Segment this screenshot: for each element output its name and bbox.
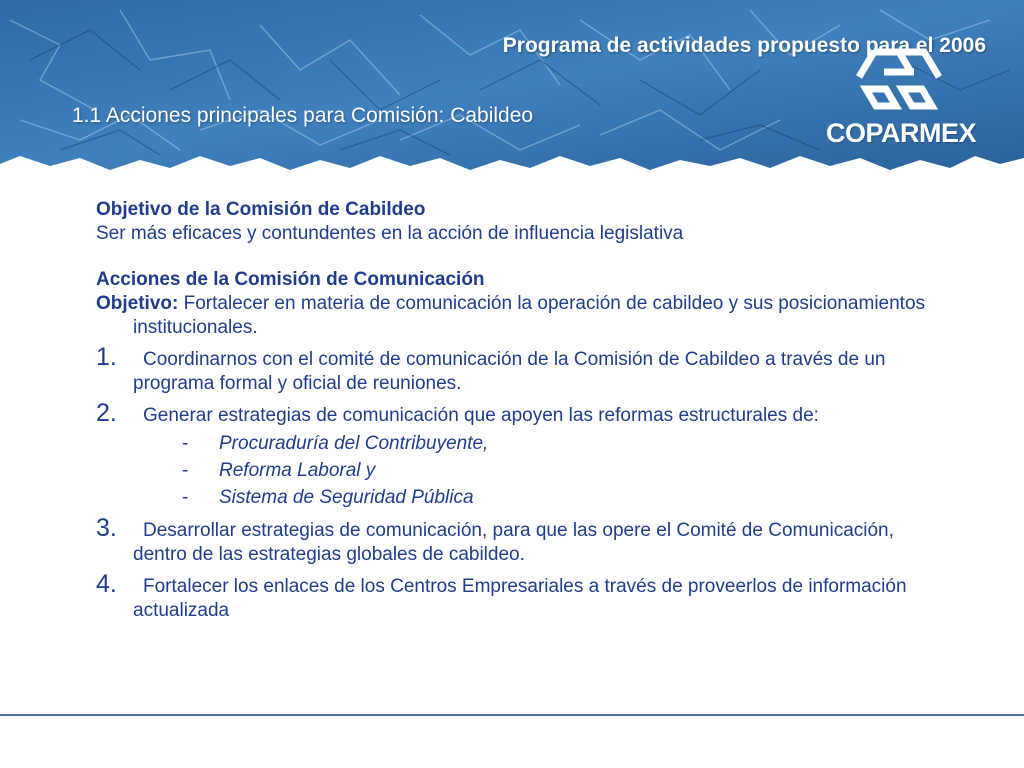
section-text-cabildeo: Ser más eficaces y contundentes en la acción de influencia legislativa bbox=[96, 223, 684, 244]
page-subtitle: 1.1 Acciones principales para Comisión: Cabildeo bbox=[72, 104, 534, 127]
sub-list-item bbox=[96, 484, 926, 511]
list-item-text: Coordinarnos con el comité de comunicación de la Comisión de Cabildeo a través de un programa formal y oficial de reuniones. bbox=[133, 349, 886, 394]
sub-list-dash: - bbox=[182, 487, 189, 508]
list-item-text: Desarrollar estrategias de comunicación, para que las opere el Comité de Comunicación, dentro de las estrategias globales de cabildeo. bbox=[133, 520, 894, 565]
sub-list-text: Reforma Laboral y bbox=[219, 460, 376, 481]
section-heading-cabildeo: Objetivo de la Comisión de Cabildeo bbox=[96, 199, 426, 220]
coparmex-emblem-icon bbox=[844, 44, 954, 118]
sub-list-dash: - bbox=[182, 433, 189, 454]
list-item-text: Generar estrategias de comunicación que apoyen las reformas estructurales de: bbox=[143, 405, 819, 426]
objective-label: Objetivo: bbox=[96, 293, 179, 314]
list-item-number: 1. bbox=[96, 343, 117, 371]
list-item-number: 3. bbox=[96, 514, 117, 542]
objective-text: Fortalecer en materia de comunicación la operación de cabildeo y sus posicionamientos institucionales. bbox=[133, 293, 926, 338]
list-item bbox=[96, 343, 926, 396]
sub-list-item bbox=[96, 430, 926, 457]
slide-content bbox=[96, 198, 926, 623]
sub-list-item bbox=[96, 457, 926, 484]
list-item bbox=[96, 514, 926, 567]
sub-list bbox=[96, 430, 926, 511]
sub-list-text: Procuraduría del Contribuyente, bbox=[219, 433, 489, 454]
spacer bbox=[96, 246, 926, 268]
list-item-text: Fortalecer los enlaces de los Centros Empresariales a través de proveerlos de información actualizada bbox=[133, 576, 907, 621]
list-item bbox=[96, 570, 926, 623]
coparmex-logo bbox=[822, 44, 982, 154]
section-heading-comunicacion: Acciones de la Comisión de Comunicación bbox=[96, 269, 485, 290]
sub-list-dash: - bbox=[182, 460, 189, 481]
objective-paragraph bbox=[96, 292, 926, 340]
list-item-number: 4. bbox=[96, 570, 117, 598]
list-item-number: 2. bbox=[96, 399, 117, 427]
sub-list-text: Sistema de Seguridad Pública bbox=[219, 487, 474, 508]
footer-divider bbox=[0, 714, 1024, 716]
header-banner bbox=[0, 0, 1024, 192]
logo-text: COPARMEX bbox=[826, 118, 977, 148]
list-item bbox=[96, 399, 926, 428]
page-title: Programa de actividades propuesto para el 2006 bbox=[502, 34, 986, 57]
